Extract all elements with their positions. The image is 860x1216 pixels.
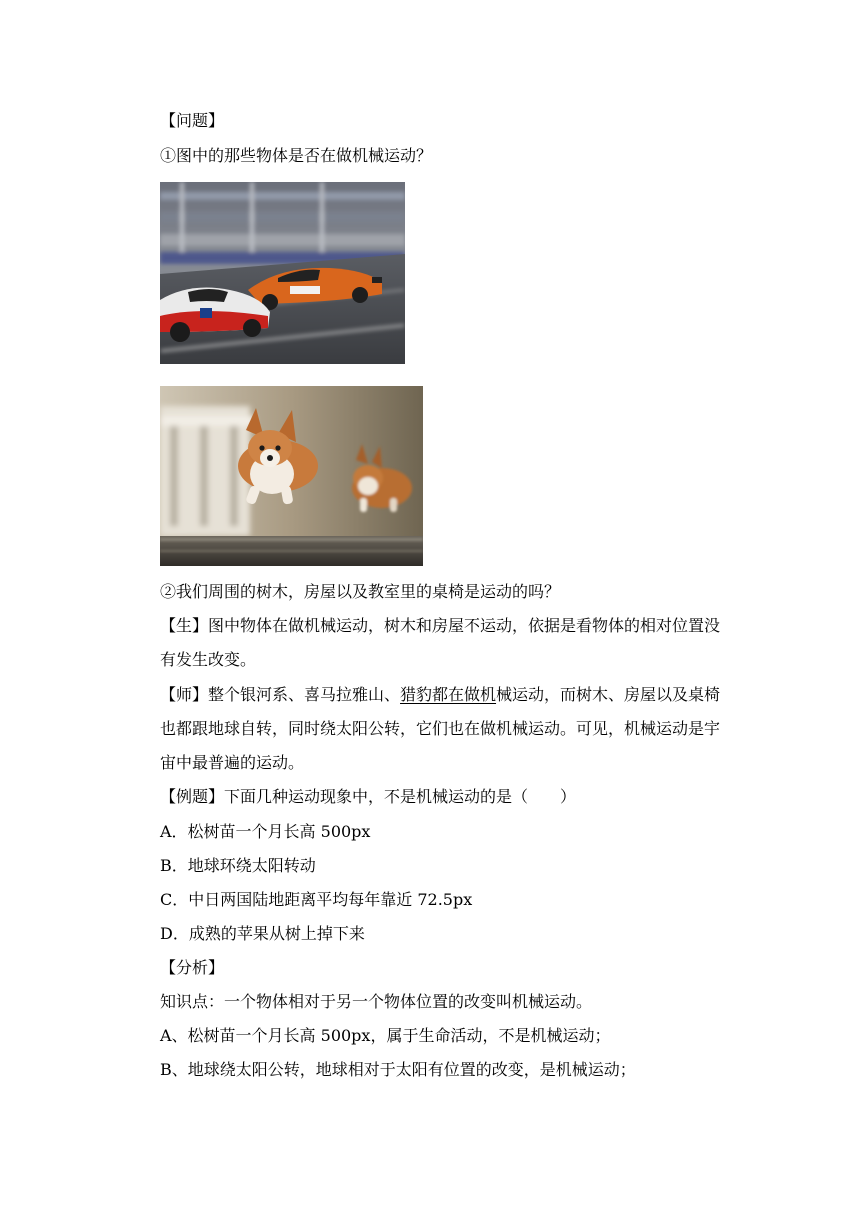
race-cars-photo <box>160 182 405 364</box>
analysis-heading: 【分析】 <box>160 958 225 977</box>
student-label: 【生】 <box>160 616 209 635</box>
teacher-label: 【师】 <box>160 685 209 704</box>
teacher-text-underlined: 猎豹都在做机 <box>400 685 497 704</box>
teacher-text-part-2: 械运动，而树木、房屋以及桌椅也都跟地球自转，同时绕太阳公转，它们也在做机械运动。可见，机械运动是宇宙中最普遍的运动。 <box>160 685 721 772</box>
teacher-text-part-1: 整个银河系、喜马拉雅山、 <box>208 685 401 704</box>
question-1: ①图中的那些物体是否在做机械运动？ <box>160 146 433 165</box>
option-d: D．成熟的苹果从树上掉下来 <box>160 924 365 943</box>
example-question <box>160 787 576 807</box>
student-text: 图中物体在做机械运动，树木和房屋不运动，依据是看物体的相对位置没有发生改变。 <box>160 616 721 669</box>
example-label: 【例题】 <box>160 787 225 806</box>
analysis-b: B、地球绕太阳公转，地球相对于太阳有位置的改变，是机械运动； <box>160 1060 636 1079</box>
knowledge-point: 知识点：一个物体相对于另一个物体位置的改变叫机械运动。 <box>160 992 593 1011</box>
student-answer <box>160 609 730 677</box>
running-dogs-photo <box>160 386 423 566</box>
option-a: A．松树苗一个月长高 500px <box>160 822 371 841</box>
teacher-explanation <box>160 678 730 780</box>
option-c: C．中日两国陆地距离平均每年靠近 72.5px <box>160 890 473 909</box>
example-text: 下面几种运动现象中，不是机械运动的是（ ） <box>224 787 577 806</box>
question-2: ②我们周围的树木，房屋以及教室里的桌椅是运动的吗？ <box>160 582 561 601</box>
option-b: B．地球环绕太阳转动 <box>160 856 316 875</box>
analysis-a: A、松树苗一个月长高 500px，属于生命活动，不是机械运动； <box>160 1026 611 1045</box>
question-heading: 【问题】 <box>160 111 225 130</box>
